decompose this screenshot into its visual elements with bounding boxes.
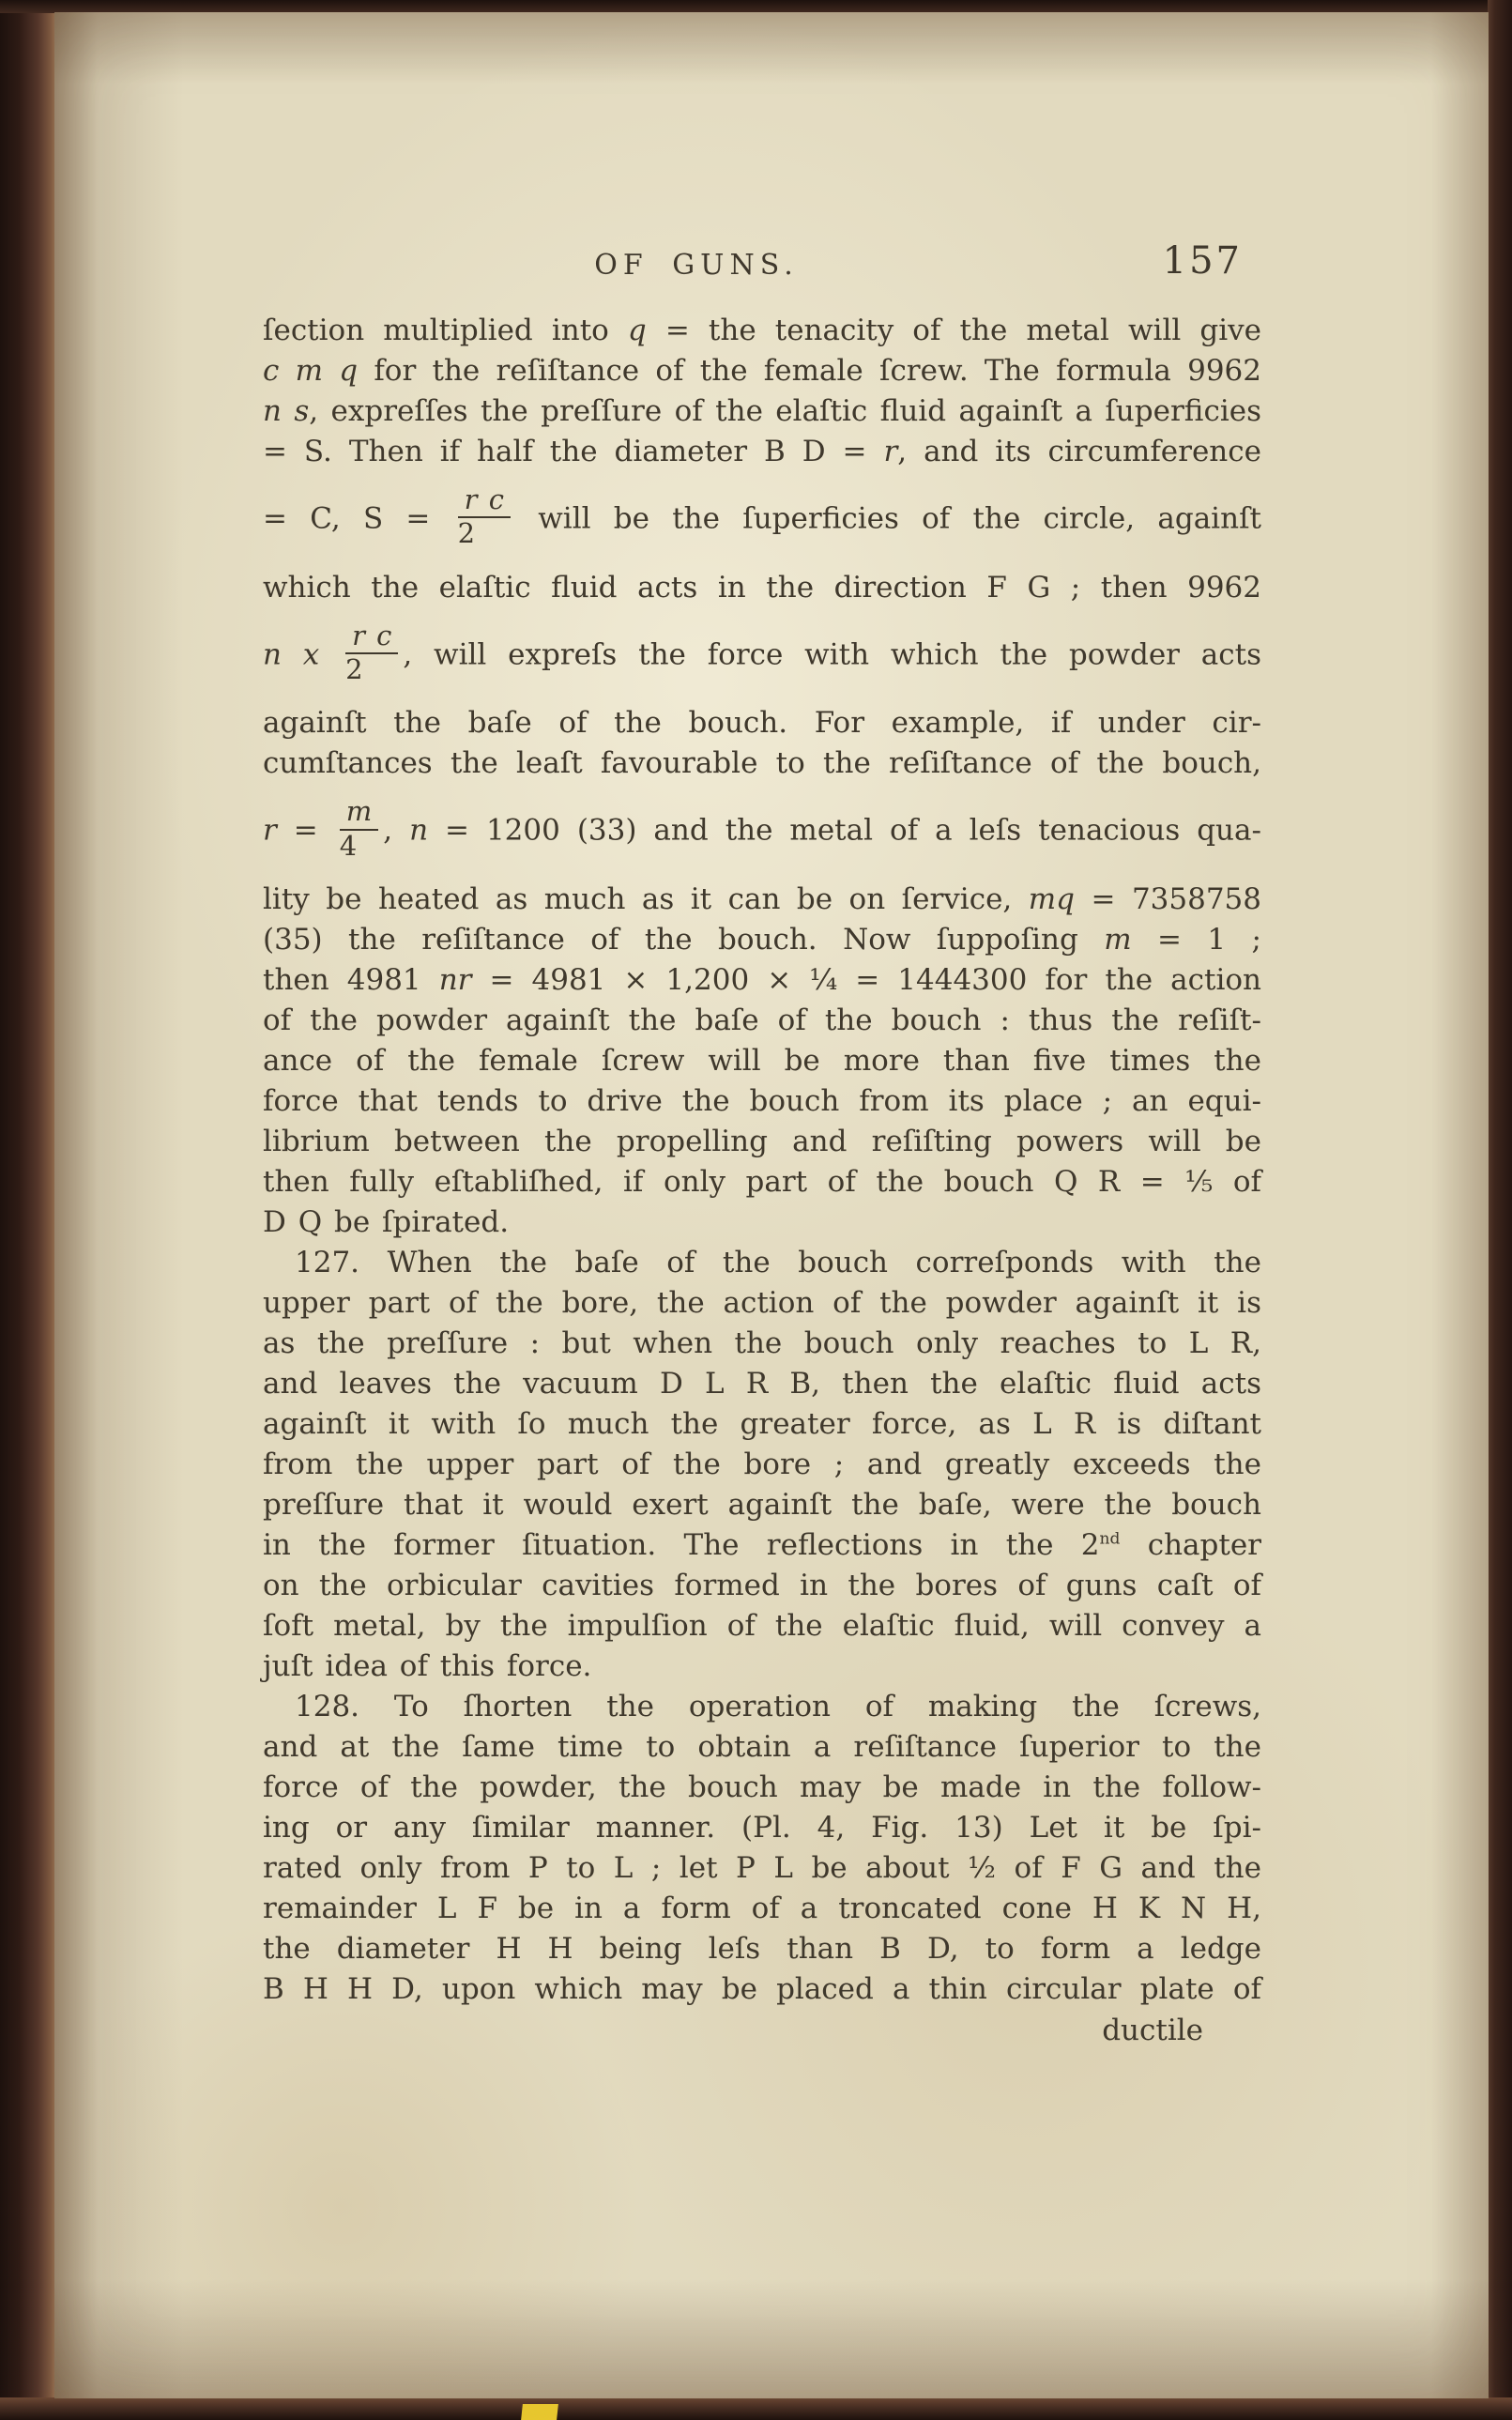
book-page [54, 12, 1489, 2398]
text-line: librium between the propelling and reſiſting powers will be [263, 1124, 1261, 1158]
superscript: nd [1099, 1529, 1121, 1549]
page-number: 157 [1162, 239, 1243, 283]
text-line: againſt the baſe of the bouch. For example, if under cir- [263, 706, 1261, 741]
catchword: ductile [1102, 2013, 1203, 2047]
bookmark-tab [521, 2404, 558, 2420]
book-top-edge [0, 0, 1512, 13]
text-line: on the orbicular cavities formed in the bores of guns caſt of [263, 1568, 1261, 1602]
paragraph [263, 311, 1261, 1243]
inline-fraction: $\frac{m}{4}$ [340, 797, 379, 861]
paragraph [263, 1243, 1261, 1687]
text-line: cumſtances the leaſt favourable to the reſiſtance of the bouch, [263, 746, 1261, 781]
text-line: from the upper part of the bore ; and greatly exceeds the [263, 1447, 1261, 1481]
text-line: juſt idea of this force. [263, 1648, 592, 1683]
text-line: force of the powder, the bouch may be made in the follow- [263, 1769, 1261, 1804]
text-line: as the preſſure : but when the bouch only reaches to L R, [263, 1325, 1261, 1360]
text-line: ſoft metal, by the impulſion of the elaſtic fluid, will convey a [263, 1608, 1261, 1643]
text-line: ing or any ſimilar manner. (Pl. 4, Fig. 13) Let it be ſpi- [263, 1810, 1261, 1845]
running-title: OF GUNS. [594, 249, 799, 282]
text-line: againſt it with ſo much the greater force, as L R is diſtant [263, 1406, 1261, 1441]
text-line: remainder L F be in a form of a troncated cone H K N H, [263, 1891, 1261, 1925]
text-line: which the elaſtic fluid acts in the direction F G ; then 9962 [263, 570, 1261, 605]
text-line: 128. To ſhorten the operation of making the ſcrews, [295, 1689, 1261, 1723]
text-line: and leaves the vacuum D L R B, then the elaſtic fluid acts [263, 1366, 1261, 1401]
body-text [263, 311, 1261, 2010]
page-header [263, 239, 1261, 299]
text-line: force that tends to drive the bouch from its place ; an equi- [263, 1083, 1261, 1118]
text-line: rated only from P to L ; let P L be about ½ of F G and the [263, 1850, 1261, 1885]
inline-fraction: $\frac{\text{r c}}{2}$ [345, 621, 398, 685]
text-line: in the former ſituation. The reflections in the 2nd chapter [263, 1527, 1261, 1562]
text-line: c m q for the reſiſtance of the female ſcrew. The formula 9962 [263, 354, 1261, 388]
text-line: of the powder againſt the baſe of the bouch : thus the reſiſt- [263, 1003, 1261, 1037]
text-line: then fully eſtabliſhed, if only part of the bouch Q R = ⅕ of [263, 1164, 1261, 1199]
text-line: upper part of the bore, the action of the powder againſt it is [263, 1285, 1261, 1320]
text-line: D Q be ſpirated. [263, 1204, 510, 1239]
text-line: (35) the reſiſtance of the bouch. Now ſuppoſing m = 1 ; [263, 922, 1261, 957]
text-line: = C, S = $\frac{\text{r c}}{2}$ will be the ſuperficies of the circle, againſt [263, 483, 1261, 550]
book-right-edge [1488, 0, 1512, 2420]
paragraph [263, 1687, 1261, 2010]
book-bottom-edge [0, 2397, 1512, 2420]
inline-fraction: $\frac{\text{r c}}{2}$ [458, 485, 511, 549]
text-line: ſection multiplied into q = the tenacity of the metal will give [263, 314, 1261, 347]
text-line: 127. When the baſe of the bouch correſponds with the [295, 1245, 1261, 1279]
page-content [263, 239, 1262, 2047]
text-line: n s, expreſſes the preſſure of the elaſtic fluid againſt a ſuperficies [263, 394, 1261, 428]
text-line: the diameter H H being leſs than B D, to form a ledge [263, 1931, 1261, 1966]
text-line: = S. Then if half the diameter B D = r, and its circumference [263, 435, 1261, 468]
book-left-edge [0, 0, 54, 2420]
text-line: lity be heated as much as it can be on ſervice, mq = 7358758 [263, 881, 1262, 916]
text-line: preſſure that it would exert againſt the baſe, were the bouch [263, 1487, 1261, 1522]
text-line: then 4981 nr = 4981 × 1,200 × ¼ = 1444300 for the action [263, 962, 1261, 997]
text-line: r = $\frac{m}{4}$ , n = 1200 (33) and the metal of a leſs tenacious qua- [263, 795, 1261, 862]
text-line: and at the ſame time to obtain a reſiſtance ſuperior to the [263, 1729, 1261, 1764]
text-line: ance of the female ſcrew will be more than five times the [263, 1043, 1261, 1078]
text-line: B H H D, upon which may be placed a thin circular plate of [263, 1971, 1261, 2006]
text-line: n x $\frac{\text{r c}}{2}$ , will expreſs the force with which the powder acts [263, 619, 1261, 685]
